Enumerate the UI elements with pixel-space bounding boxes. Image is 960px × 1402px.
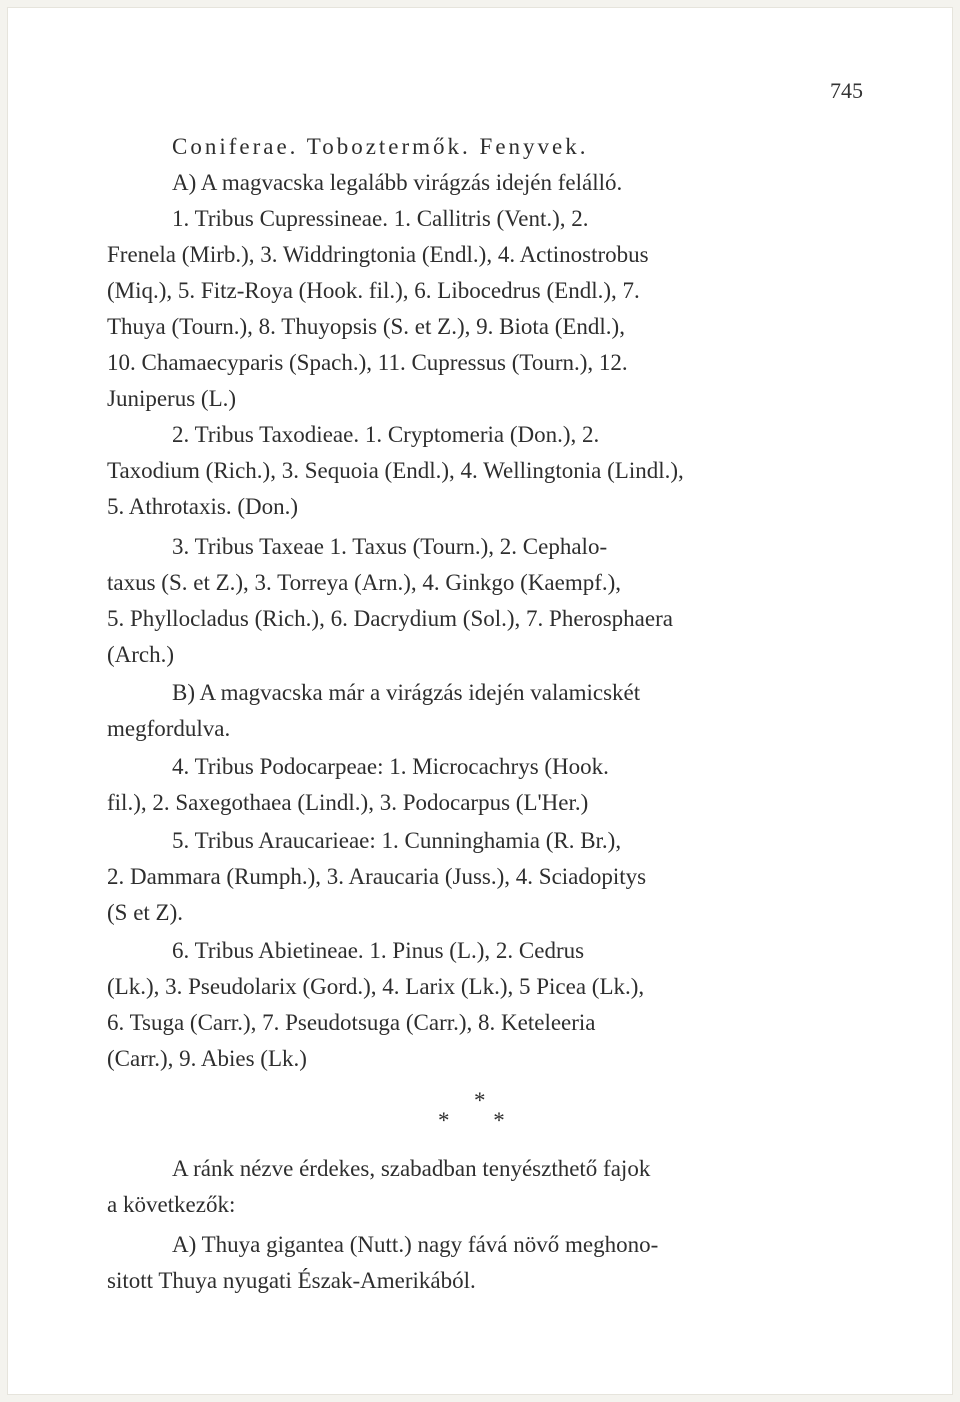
text-line: a következők: [107,1192,236,1217]
text-line: (Carr.), 9. Abies (Lk.) [107,1046,307,1071]
text-line: Juniperus (L.) [107,386,237,411]
text-line: taxus (S. et Z.), 3. Torreya (Arn.), 4. Ginkgo (Kaempf.), [107,570,622,595]
text-line: B) A magvacska már a virágzás idején valamicskét [172,680,641,705]
text-line: 4. Tribus Podocarpeae: 1. Microcachrys (Hook. [172,754,609,779]
text-line: fil.), 2. Saxegothaea (Lindl.), 3. Podocarpus (L'Her.) [107,790,589,815]
text-line: 5. Tribus Araucarieae: 1. Cunninghamia (R. Br.), [172,828,622,853]
text-line: (Lk.), 3. Pseudolarix (Gord.), 4. Larix (Lk.), 5 Picea (Lk.), [107,974,645,999]
text-line: Thuya (Tourn.), 8. Thuyopsis (S. et Z.), 9. Biota (Endl.), [107,314,625,339]
text-line: Taxodium (Rich.), 3. Sequoia (Endl.), 4. Wellingtonia (Lindl.), [107,458,684,483]
text-line: 10. Chamaecyparis (Spach.), 11. Cupressus (Tourn.), 12. [107,350,628,375]
text-line: A) Thuya gigantea (Nutt.) nagy fává növő meghono- [172,1232,659,1257]
text-line: 6. Tsuga (Carr.), 7. Pseudotsuga (Carr.), 8. Keteleeria [107,1010,596,1035]
text-line: 1. Tribus Cupressineae. 1. Callitris (Vent.), 2. [172,206,589,231]
asterism-top: * [474,1088,486,1113]
text-line: A ránk nézve érdekes, szabadban tenyészthető fajok [172,1156,651,1181]
text-line: 5. Phyllocladus (Rich.), 6. Dacrydium (Sol.), 7. Pherosphaera [107,606,673,631]
text-line: 3. Tribus Taxeae 1. Taxus (Tourn.), 2. Cephalo- [172,534,608,559]
text-line: (Miq.), 5. Fitz-Roya (Hook. fil.), 6. Libocedrus (Endl.), 7. [107,278,640,303]
text-line: (S et Z). [107,900,184,925]
asterism-bottom: * * [438,1108,505,1133]
text-line: 5. Athrotaxis. (Don.) [107,494,299,519]
text-line: 6. Tribus Abietineae. 1. Pinus (L.), 2. Cedrus [172,938,585,963]
text-line: 2. Tribus Taxodieae. 1. Cryptomeria (Don.), 2. [172,422,600,447]
document-page [8,8,952,1394]
page-number: 745 [830,78,863,103]
heading-coniferae: Coniferae. Toboztermők. Fenyvek. [172,134,589,159]
text-line: (Arch.) [107,642,175,667]
text-line: sitott Thuya nyugati Észak-Amerikából. [107,1268,476,1293]
text-line: 2. Dammara (Rumph.), 3. Araucaria (Juss.), 4. Sciadopitys [107,864,647,889]
text-line: megfordulva. [107,716,231,741]
text-line: A) A magvacska legalább virágzás idején felálló. [172,170,623,195]
text-line: Frenela (Mirb.), 3. Widdringtonia (Endl.), 4. Actinostrobus [107,242,649,267]
